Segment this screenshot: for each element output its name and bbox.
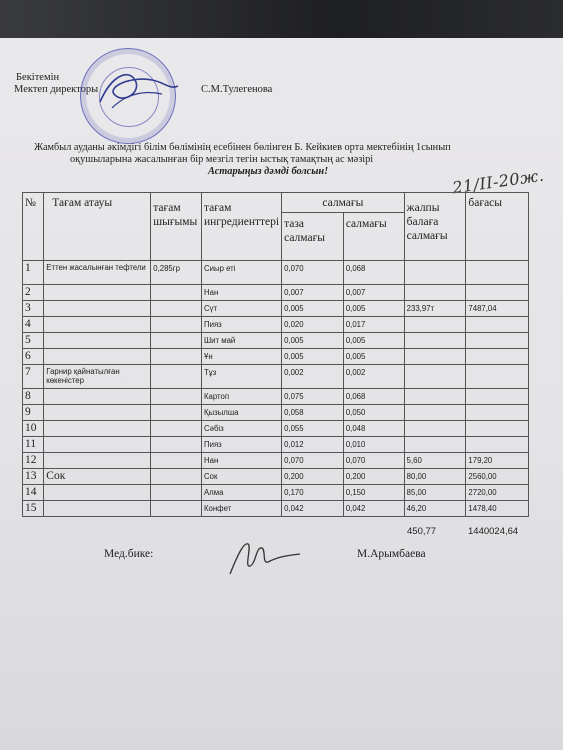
row-ingredient: Сок — [201, 469, 281, 485]
row-name — [44, 501, 151, 517]
row-price — [466, 317, 529, 333]
row-yield — [151, 365, 202, 389]
row-no: 9 — [23, 405, 44, 421]
row-total — [404, 421, 466, 437]
menu-table — [22, 192, 529, 517]
row-price: 179,20 — [466, 453, 529, 469]
row-net: 0,042 — [282, 501, 344, 517]
header-price: бағасы — [466, 193, 529, 261]
row-no: 10 — [23, 421, 44, 437]
row-yield — [151, 317, 202, 333]
row-total — [404, 333, 466, 349]
row-price — [466, 349, 529, 365]
row-price — [466, 389, 529, 405]
row-net: 0,012 — [282, 437, 344, 453]
row-price: 1478,40 — [466, 501, 529, 517]
row-name — [44, 453, 151, 469]
header-yield: тағам шығымы — [151, 193, 202, 261]
row-yield — [151, 469, 202, 485]
table-row — [23, 349, 529, 365]
row-name — [44, 349, 151, 365]
header-ingredients: тағам ингредиенттері — [201, 193, 281, 261]
row-no: 4 — [23, 317, 44, 333]
row-yield — [151, 421, 202, 437]
row-weight: 0,005 — [343, 349, 404, 365]
table-row — [23, 421, 529, 437]
heading-line-3: Астарыңыз дәмді болсын! — [208, 166, 329, 177]
row-net: 0,075 — [282, 389, 344, 405]
table-row — [23, 301, 529, 317]
row-ingredient: Картоп — [201, 389, 281, 405]
row-weight: 0,150 — [343, 485, 404, 501]
row-weight: 0,068 — [343, 389, 404, 405]
row-name — [44, 317, 151, 333]
header-net: таза салмағы — [282, 213, 344, 261]
row-no: 14 — [23, 485, 44, 501]
row-net: 0,005 — [282, 349, 344, 365]
row-ingredient: Конфет — [201, 501, 281, 517]
row-yield — [151, 437, 202, 453]
row-total — [404, 389, 466, 405]
row-total: 46,20 — [404, 501, 466, 517]
row-total: 5,60 — [404, 453, 466, 469]
row-no: 12 — [23, 453, 44, 469]
header-total: жалпы балаға салмағы — [404, 193, 466, 261]
row-net: 0,002 — [282, 365, 344, 389]
director-signature-icon — [92, 64, 182, 114]
row-total: 233,97т — [404, 301, 466, 317]
row-net: 0,005 — [282, 333, 344, 349]
row-no: 2 — [23, 285, 44, 301]
row-yield — [151, 405, 202, 421]
director-name: С.М.Тулегенова — [201, 84, 273, 95]
table-row — [23, 389, 529, 405]
header-name: Тағам атауы — [44, 193, 151, 261]
row-name — [44, 285, 151, 301]
row-name — [44, 301, 151, 317]
row-name: Гарнир қайнатылған көкеністер — [44, 365, 151, 389]
row-total — [404, 317, 466, 333]
row-weight: 0,200 — [343, 469, 404, 485]
row-price: 2720,00 — [466, 485, 529, 501]
total-price: 1440024,64 — [468, 526, 519, 537]
header-no: № — [23, 193, 44, 261]
director-label: Мектеп директоры — [14, 84, 99, 95]
row-name: Сок — [44, 469, 151, 485]
row-net: 0,070 — [282, 453, 344, 469]
row-yield — [151, 301, 202, 317]
row-name — [44, 389, 151, 405]
row-weight: 0,068 — [343, 261, 404, 285]
row-net: 0,020 — [282, 317, 344, 333]
row-price — [466, 365, 529, 389]
row-weight: 0,048 — [343, 421, 404, 437]
row-yield — [151, 333, 202, 349]
row-price — [466, 285, 529, 301]
nurse-name: М.Арымбаева — [357, 548, 426, 560]
row-price — [466, 333, 529, 349]
table-row — [23, 469, 529, 485]
table-row — [23, 365, 529, 389]
row-weight: 0,005 — [343, 333, 404, 349]
background-top — [0, 0, 563, 38]
row-yield — [151, 389, 202, 405]
row-name — [44, 485, 151, 501]
table-row — [23, 333, 529, 349]
row-net: 0,200 — [282, 469, 344, 485]
row-weight: 0,005 — [343, 301, 404, 317]
row-no: 3 — [23, 301, 44, 317]
row-no: 1 — [23, 261, 44, 285]
header-weight-group: салмағы — [282, 193, 405, 213]
table-row — [23, 285, 529, 301]
row-no: 8 — [23, 389, 44, 405]
row-net: 0,055 — [282, 421, 344, 437]
table-row — [23, 485, 529, 501]
row-weight: 0,010 — [343, 437, 404, 453]
row-ingredient: Сүт — [201, 301, 281, 317]
total-weight: 450,77 — [407, 526, 437, 537]
row-no: 11 — [23, 437, 44, 453]
row-total — [404, 365, 466, 389]
row-ingredient: Алма — [201, 485, 281, 501]
row-ingredient: Қызылша — [201, 405, 281, 421]
row-name — [44, 405, 151, 421]
approval-label: Бекітемін — [16, 72, 60, 83]
menu-heading — [20, 142, 563, 178]
row-ingredient: Шит май — [201, 333, 281, 349]
row-total — [404, 261, 466, 285]
row-yield — [151, 485, 202, 501]
nurse-signature-icon — [226, 534, 306, 578]
row-total: 85,00 — [404, 485, 466, 501]
row-no: 5 — [23, 333, 44, 349]
table-row — [23, 261, 529, 285]
row-net: 0,005 — [282, 301, 344, 317]
row-ingredient: Нан — [201, 453, 281, 469]
heading-line-2: оқушыларына жасалынған бір мезгіл тегін ыстық тамақтың ас мәзірі — [70, 154, 374, 165]
row-weight: 0,002 — [343, 365, 404, 389]
table-row — [23, 317, 529, 333]
row-price: 2560,00 — [466, 469, 529, 485]
row-price: 7487,04 — [466, 301, 529, 317]
row-no: 6 — [23, 349, 44, 365]
row-yield — [151, 453, 202, 469]
row-name — [44, 333, 151, 349]
nurse-label: Мед.бике: — [104, 548, 154, 560]
row-net: 0,170 — [282, 485, 344, 501]
header-weight: салмағы — [343, 213, 404, 261]
row-ingredient: Пияз — [201, 317, 281, 333]
row-ingredient: Пияз — [201, 437, 281, 453]
row-weight: 0,007 — [343, 285, 404, 301]
table-row — [23, 437, 529, 453]
row-net: 0,070 — [282, 261, 344, 285]
heading-line-1: Жамбыл ауданы әкімдігі білім бөлімінің есебінен бөлінген Б. Кейкиев орта мектебінің 1сынып — [34, 142, 451, 153]
row-price — [466, 405, 529, 421]
row-yield — [151, 349, 202, 365]
row-weight: 0,042 — [343, 501, 404, 517]
handwritten-date: 21/II-20ж. — [451, 165, 546, 198]
row-ingredient: Сиыр еті — [201, 261, 281, 285]
row-name — [44, 437, 151, 453]
row-total — [404, 349, 466, 365]
row-name: Еттен жасалынған тефтели — [44, 261, 151, 285]
row-no: 13 — [23, 469, 44, 485]
row-ingredient: Тұз — [201, 365, 281, 389]
row-net: 0,007 — [282, 285, 344, 301]
table-row — [23, 453, 529, 469]
row-weight: 0,017 — [343, 317, 404, 333]
row-price — [466, 421, 529, 437]
row-name — [44, 421, 151, 437]
row-ingredient: Ұн — [201, 349, 281, 365]
row-price — [466, 437, 529, 453]
table-row — [23, 405, 529, 421]
row-ingredient: Сәбіз — [201, 421, 281, 437]
row-total — [404, 405, 466, 421]
row-weight: 0,070 — [343, 453, 404, 469]
row-weight: 0,050 — [343, 405, 404, 421]
row-total: 80,00 — [404, 469, 466, 485]
row-price — [466, 261, 529, 285]
table-row — [23, 501, 529, 517]
row-no: 15 — [23, 501, 44, 517]
row-ingredient: Нан — [201, 285, 281, 301]
row-total — [404, 285, 466, 301]
row-yield — [151, 285, 202, 301]
row-no: 7 — [23, 365, 44, 389]
row-net: 0,058 — [282, 405, 344, 421]
row-yield: 0,285гр — [151, 261, 202, 285]
row-total — [404, 437, 466, 453]
row-yield — [151, 501, 202, 517]
